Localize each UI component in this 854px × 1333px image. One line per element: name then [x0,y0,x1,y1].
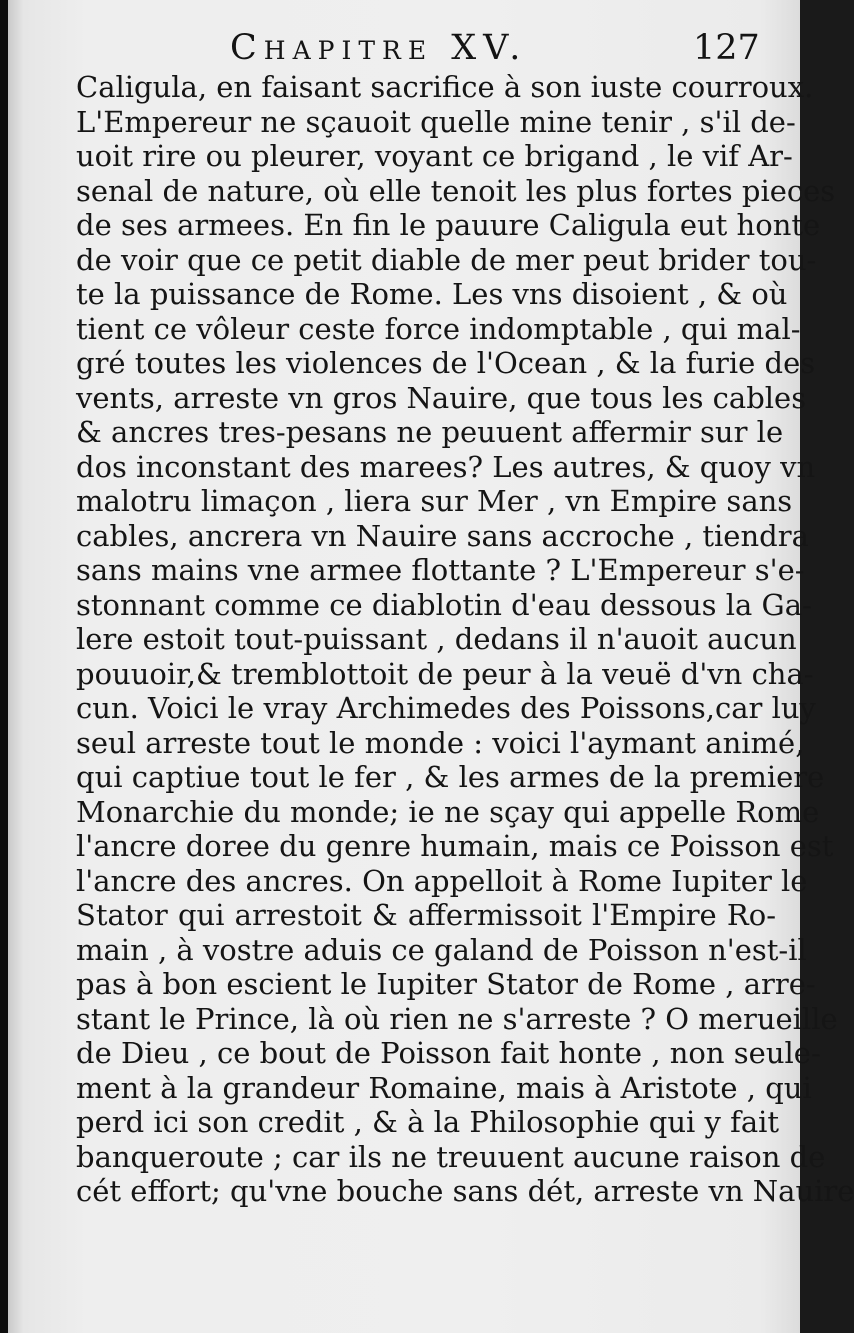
text-line: pouuoir,& tremblottoit de peur à la veuë d'vn cha- [76,656,814,691]
text-line: gré toutes les violences de l'Ocean , & la furie des [76,346,816,380]
text-line: Caligula, en faisant sacrifice à son iuste courroux. [76,70,814,104]
text-line: ment à la grandeur Romaine, mais à Aristote , qui [76,1070,812,1105]
text-line: cét effort; qu'vne bouche sans dét, arreste vn Nauire [76,1174,854,1208]
text-line: tient ce vôleur ceste force indomptable , qui mal- [76,311,801,346]
text-line: stonnant comme ce diablotin d'eau dessous la Ga- [76,587,812,622]
text-line: main , à vostre aduis ce galand de Poisson n'est-il [76,932,807,967]
text-line: de Dieu , ce bout de Poisson fait honte , non seule- [76,1036,821,1070]
text-line: qui captiue tout le fer , & les armes de la premiere [76,760,825,794]
text-line: l'ancre doree du genre humain, mais ce Poisson est [76,829,834,863]
text-line: sans mains vne armee flottante ? L'Empereur s'e- [76,553,805,587]
text-line: seul arreste tout le monde : voici l'aymant animé, [76,725,805,760]
text-line: L'Empereur ne sçauoit quelle mine tenir , s'il de- [76,104,796,139]
text-line: l'ancre des ancres. On appelloit à Rome Iupiter le [76,863,808,898]
text-line: malotru limaçon , liera sur Mer , vn Empire sans [76,484,793,518]
text-line: vents, arreste vn gros Nauire, que tous les cables [76,380,807,415]
text-line: uoit rire ou pleurer, voyant ce brigand , le vif Ar- [76,139,793,173]
text-line: Monarchie du monde; ie ne sçay qui appelle Rome [76,794,820,829]
text-line: te la puissance de Rome. Les vns disoient , & où [76,277,788,311]
text-line: dos inconstant des marees? Les autres, & quoy vn [76,449,816,484]
running-head: Chapitre XV. [230,28,528,68]
text-line: senal de nature, où elle tenoit les plus fortes pieces [76,173,836,208]
text-line: de ses armees. En fin le pauure Caligula eut honte [76,208,821,242]
page-number: 127 [693,28,760,68]
text-line: de voir que ce petit diable de mer peut brider tou- [76,242,817,277]
text-line: cun. Voici le vray Archimedes des Poissons,car luy [76,691,816,725]
text-line: lere estoit tout-puissant , dedans il n'auoit aucun [76,622,797,656]
text-line: pas à bon escient le Iupiter Stator de Rome , arre- [76,967,816,1001]
text-line: perd ici son credit , & à la Philosophie qui y fait [76,1105,780,1139]
text-line: cables, ancrera vn Nauire sans accroche , tiendra [76,518,809,553]
text-line: stant le Prince, là où rien ne s'arreste ? O merueille [76,1001,838,1036]
page-edge-shadow [0,0,8,1333]
book-page [8,0,854,1333]
text-line: & ancres tres-pesans ne peuuent affermir sur le [76,415,784,449]
text-line: Stator qui arrestoit & affermissoit l'Empire Ro- [76,898,776,932]
text-line: banqueroute ; car ils ne treuuent aucune raison de [76,1139,826,1174]
page-header [8,28,800,70]
body-text [76,70,854,1209]
